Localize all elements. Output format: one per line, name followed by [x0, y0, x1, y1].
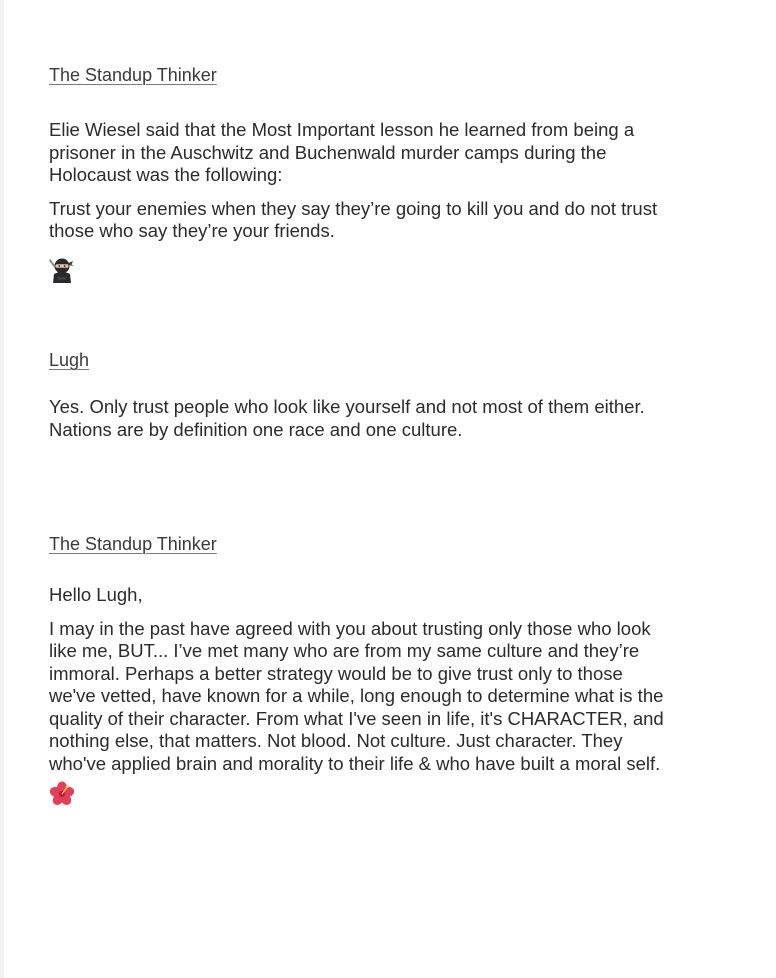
comment-paragraph: Hello Lugh,	[49, 584, 143, 605]
comment-author-link[interactable]: The Standup Thinker	[49, 65, 217, 85]
page-left-edge	[0, 0, 4, 978]
comment	[49, 64, 669, 283]
comment	[49, 533, 669, 807]
comment-paragraph: Elie Wiesel said that the Most Important lesson he learned from being a prisoner in the Auschwitz and Buchenwald murder camps during the Holocaust was the following:	[49, 119, 635, 185]
ninja-emoji-icon	[49, 257, 75, 283]
hibiscus-emoji-icon	[49, 781, 75, 807]
comment	[49, 349, 669, 441]
comment-paragraph: I may in the past have agreed with you about trusting only those who look like me, BUT... I’ve met many who are from my same culture and they’re immoral. Perhaps a better strategy would be to give trust only to those we've vetted, have known for a while, long enough to determine what is the quality of their character. From what I've seen in life, it's CHARACTER, and nothing else, that matters. Not blood. Not culture. Just character. They who've applied brain and morality to their life & who have built a moral self.	[49, 617, 664, 774]
comment-paragraph: Yes. Only trust people who look like yourself and not most of them either. Nations are by definition one race and one culture.	[49, 396, 645, 440]
comment-author-link[interactable]: The Standup Thinker	[49, 534, 217, 554]
comment-paragraph: Trust your enemies when they say they’re going to kill you and do not trust those who say they’re your friends.	[49, 197, 658, 241]
comment-author-link[interactable]: Lugh	[49, 350, 90, 370]
